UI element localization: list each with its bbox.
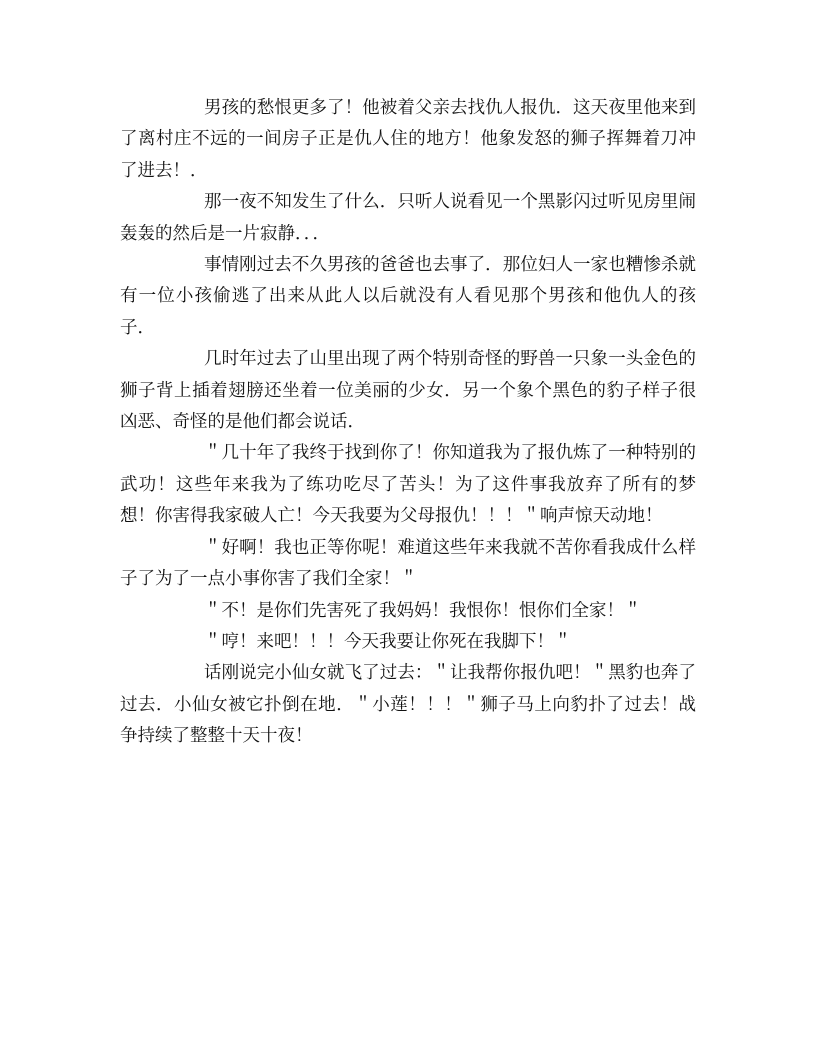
paragraph: 男孩的愁恨更多了！他被着父亲去找仇人报仇．这天夜里他来到了离村庄不远的一间房子正是仇人住的地方！他象发怒的狮子挥舞着刀冲了进去！． [120,98,696,181]
paragraph: 话刚说完小仙女就飞了过去：＂让我帮你报仇吧！＂黑豹也奔了过去．小仙女被它扑倒在地．＂小莲！！！＂狮子马上向豹扑了过去！战争持续了整整十天十夜！ [120,663,696,747]
paragraph: 几时年过去了山里出现了两个特别奇怪的野兽一只象一头金色的狮子背上插着翅膀还坐着一位美丽的少女．另一个象个黑色的豹子样子很凶恶、奇怪的是他们都会说话． [120,349,696,433]
paragraph: ＂不！是你们先害死了我妈妈！我恨你！恨你们全家！＂ [204,600,642,621]
paragraph: ＂好啊！我也正等你呢！难道这些年来我就不苦你看我成什么样子了为了一点小事你害了我们全家！＂ [120,537,696,590]
paragraph: 那一夜不知发生了什么．只听人说看见一个黑影闪过听见房里闹轰轰的然后是一片寂静．．． [120,192,696,244]
paragraph: ＂几十年了我终于找到你了！你知道我为了报仇炼了一种特别的武功！这些年来我为了练功吃尽了苦头！为了这件事我放弃了所有的梦想！你害得我家破人亡！今天我要为父母报仇！！！＂响声惊天动地！ [120,443,696,527]
paragraph: 事情刚过去不久男孩的爸爸也去事了．那位妇人一家也糟惨杀就有一位小孩偷逃了出来从此人以后就没有人看见那个男孩和他仇人的孩子． [120,255,696,338]
document-page [120,93,696,753]
paragraph: ＂哼！来吧！！！今天我要让你死在我脚下！＂ [204,631,572,652]
